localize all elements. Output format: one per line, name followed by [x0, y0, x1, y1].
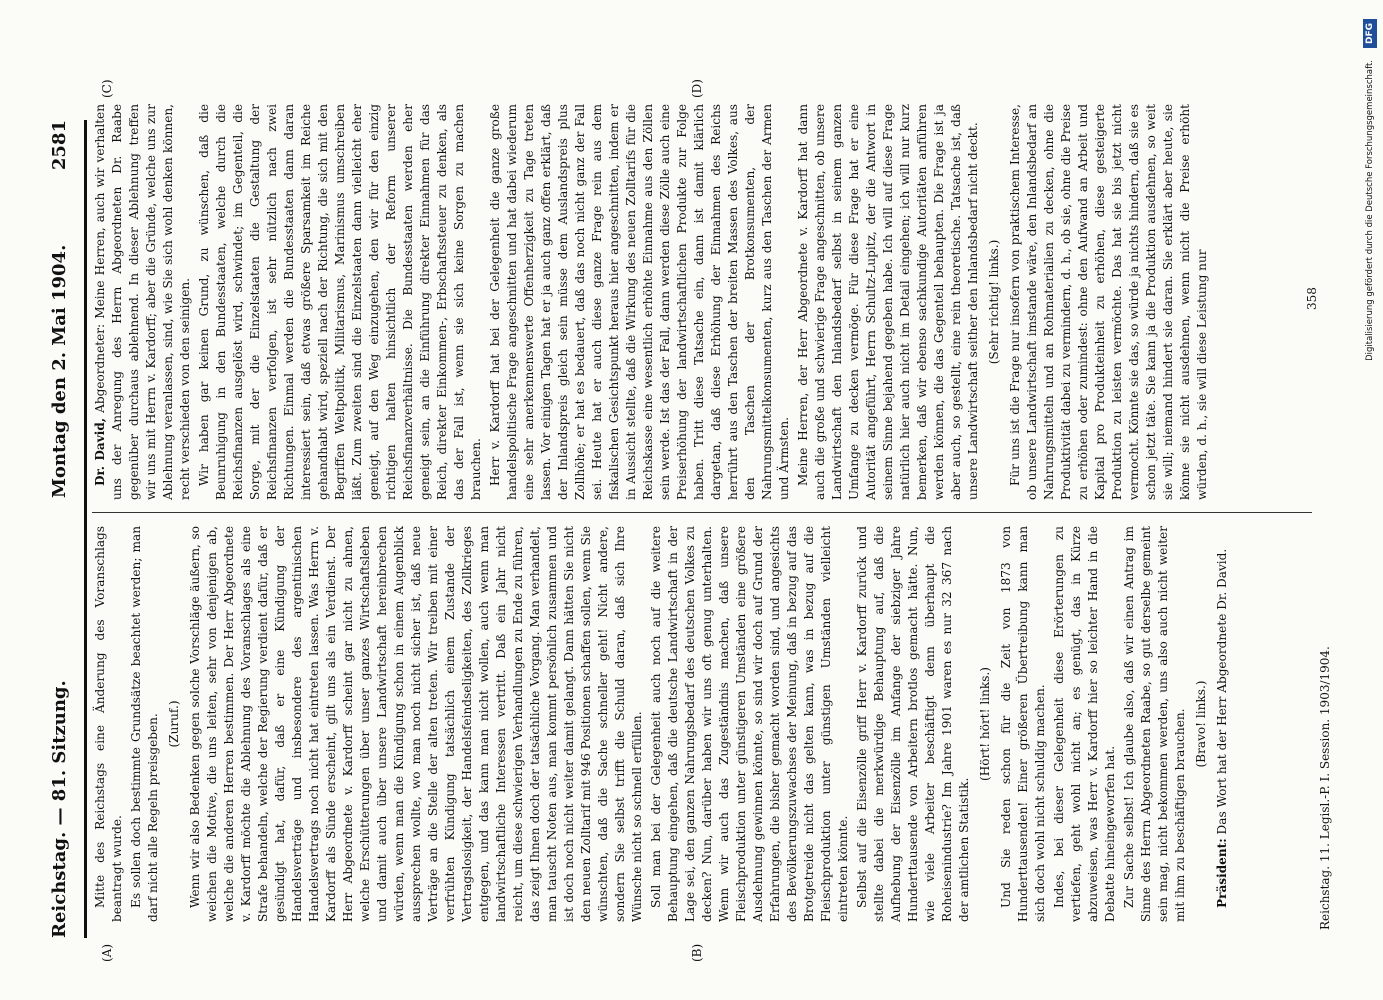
margin-marker-b: (B) [690, 943, 704, 962]
interjection: (Hört! hört! links.) [978, 667, 992, 781]
header-date: Montag den 2. Mai 1904. [49, 244, 70, 498]
interjection: (Sehr richtig! links.) [987, 239, 1001, 365]
paragraph: Selbst auf die Eisenzölle griff Herr v. Kardorff zurück und stellte dabei die merkwürdige Behauptung auf, daß die Aufhebung der Eisenzölle im Anfange der siebziger Jahre Hunderttausende von Arbeitern brotlos gemacht hätte. Nun, wie viele Arbeiter beschäftigt denn überhaupt die Roheisenindustrie? Im Jahre 1901 waren es nur 32 367 nach der amtlichen Statistik. [855, 526, 971, 922]
speaker-paragraph [1214, 526, 1231, 922]
footer-signature: 358 [1305, 287, 1319, 310]
page-number: 2581 [49, 120, 70, 171]
margin-marker-d: (D) [690, 79, 704, 98]
paragraph: Wenn wir also Bedenken gegen solche Vorschläge äußern, so weichen die Motive, die uns leiten, sehr von denjenigen ab, welche die anderen Herren bestimmen. Der Herr Abgeordnete v. Kardorff möchte die Ablehnung des Voranschlages als eine Strafe behandeln, welche der Regierung verdient dafür, daß er gesündigt hat, dafür, daß er eine Kündigung der Handelsverträge und insbesondere des argentinischen Handelsvertrags noch nicht hat eintreten lassen. Was Herrn v. Kardorff als Sünde erscheint, gilt uns als ein Verdienst. Der Herr Abgeordnete v. Kardorff scheint gar nicht zu ahnen, welche Erschütterungen über unser ganzes Wirtschaftsleben und damit auch über unsere Landwirtschaft hereinbrechen würden, wenn man die Kündigung schon in einem Augenblick aussprechen wollte, wo man noch nicht sicher ist, daß neue Verträge an die Stelle der alten treten. Wir treiben mit einer verfrühten Kündigung tatsächlich einem Zustande der Vertragslosigkeit, der Handelsfeindseligkeiten, des Zollkrieges entgegen, und das kann man nicht wollen, auch wenn man landwirtschaftliche Interessen vertritt. Daß ein Jahr nicht reicht, um diese schwierigen Verhandlungen zu Ende zu führen, das zeigt Ihnen doch der tatsächliche Vorgang. Man verhandelt, man tauscht Noten aus, man kommt persönlich zusammen und ist doch noch nicht weiter damit gelangt. Dann hätten Sie nicht den neuen Zolltarif mit 946 Positionen schaffen sollen, wenn Sie wünschten, daß die Sache schneller geht! Nicht andere, sondern Sie selbst trifft die Schuld daran, daß sich Ihre Wünsche nicht so schnell erfüllen. [188, 526, 644, 922]
digitization-note: Digitalisierung gefördert durch die Deutsche Forschungsgemeinschaft. [1365, 60, 1375, 361]
paragraph: Mitte des Reichstags eine Änderung des Voranschlags beantragt wurde. [93, 526, 124, 922]
speech-text: Das Wort hat der Herr Abgeordnete Dr. David. [1215, 548, 1229, 839]
margin-marker-c: (C) [100, 79, 114, 98]
header-rule [84, 120, 87, 938]
speaker-name: Dr. David, [93, 417, 107, 486]
paragraph: Soll man bei der Gelegenheit auch noch auf die weitere Behauptung eingehen, daß die deutsche Landwirtschaft in der Lage sei, den ganzen Nahrungsbedarf des deutschen Volkes zu decken? Nun, darüber haben wir uns oft genug unterhalten. Wenn wir auch das Zugeständnis machen, daß unsere Fleischproduktion unter günstigeren Umständen eine größere Ausdehnung gewinnen könnte, so sind wir doch auf Grund der Erfahrungen, die bisher gemacht worden sind, und angesichts des Bevölkerungszuwachses der Meinung, daß in bezug auf das Brotgetreide nicht das gelten kann, was in bezug auf die Fleischproduktion unter günstigen Umständen vielleicht eintreten könnte. [649, 526, 850, 922]
right-column [92, 104, 1292, 500]
interjection: (Zuruf.) [167, 700, 181, 748]
left-column [92, 526, 1292, 922]
header-left: Reichstag. — 81. Sitzung. [49, 680, 70, 938]
speaker-paragraph [92, 104, 194, 500]
paragraph: Indes, bei dieser Gelegenheit diese Erörterungen zu vertiefen, geht wohl nicht an; es genügt, das in Kürze abzuweisen, was Herr v. Kardorff hier so leichter Hand in die Debatte hineingeworfen hat. [1052, 526, 1117, 922]
column-divider [92, 512, 1312, 513]
paragraph: Meine Herren, der Herr Abgeordnete v. Kardorff hat dann auch die große und schwierige Frage angeschnitten, ob unsere Landwirtschaft den Inlandsbedarf selbst in seinem ganzen Umfange zu decken vermöge. Für diese Frage hat er eine Autorität angeführt, Herrn Schultz-Lupitz, der die Antwort in seinem Sinne bejahend gegeben habe. Ich will auf diese Frage natürlich hier auch nicht im Detail eingehen; ich will nur kurz bemerken, daß wir ebenso sachkundige Autoritäten anführen werden können, die das Gegenteil behaupten. Die Frage ist ja aber auch, so gestellt, eine rein theoretische. Tatsache ist, daß unsere Landwirtschaft seither den Inlandsbedarf nicht deckt. [796, 104, 980, 500]
interjection: (Bravo! links.) [1194, 680, 1208, 768]
margin-marker-a: (A) [100, 943, 114, 962]
page-header [45, 120, 79, 938]
paragraph: Es sollen doch bestimmte Grundsätze beachtet werden; man darf nicht alle Regeln preisgeben. [129, 526, 160, 922]
paragraph: Herr v. Kardorff hat bei der Gelegenheit die ganze große handelspolitische Frage angeschnitten und hat dabei wiederum eine sehr anerkennenswerte Offenherzigkeit zu Tage treten lassen. Vor einigen Tagen hat er ja auch ganz offen erklärt, daß der Inlandspreis gleich sein müsse dem Auslandspreis plus Zollhöhe; er hat es bedauert, daß das noch nicht ganz der Fall sei. Heute hat er auch diese ganze Frage rein aus dem fiskalischen Gesichtspunkt heraus hier angeschnitten, indem er in Aussicht stellte, daß die Wirkung des neuen Zolltarifs für die Reichskasse eine wesentlich erhöhte Einnahme aus den Zöllen sein werde. Ist das der Fall, dann werden diese Zölle auch eine Preiserhöhung der landwirtschaftlichen Produkte zur Folge haben. Tritt diese Tatsache ein, dann ist damit klärlich dargetan, daß diese Erhöhung der Einnahmen des Reichs herrührt aus den Taschen der breiten Massen des Volkes, aus den Taschen der Brotkonsumenten, der Nahrungsmittelkonsumenten, kurz aus den Taschen der Armen und Ärmsten. [488, 104, 791, 500]
paragraph: Für uns ist die Frage nur insofern von praktischem Interesse, ob unsere Landwirtschaft imstande wäre, den Inlandsbedarf an Nahrungsmitteln und an Rohmaterialien zu decken, ohne die Produktivität dabei zu vermindern, d. h., ob sie, ohne die Preise zu erhöhen oder zumindest: ohne den Aufwand an Arbeit und Kapital pro Produkteinheit zu erhöhen, diese gesteigerte Produktion zu leisten vermöchte. Das hat sie bis jetzt nicht vermocht. Könnte sie das, so würde ja nichts hindern, daß sie es schon jetzt täte. Sie kann ja die Produktion ausdehnen, so weit sie will; niemand hindert sie daran. Sie erklärt aber heute, sie könne sie nicht ausdehnen, wenn nicht die Preise erhöht würden, d. h., sie will diese Leistung nur [1008, 104, 1209, 500]
paragraph: Und Sie reden schon für die Zeit von 1873 von Hunderttausenden! Einer größeren Übertreibung kann man sich doch wohl nicht schuldig machen. [999, 526, 1047, 922]
speaker-name: Präsident: [1215, 838, 1229, 908]
paragraph: Wir haben gar keinen Grund, zu wünschen, daß die Beunruhigung in den Bundesstaaten, welche durch die Reichsfinanzen ausgelöst wird, schwindet; im Gegenteil, die Sorge, mit der die Einzelstaaten die Gestaltung der Reichsfinanzen verfolgen, ist sehr nützlich nach zwei Richtungen. Einmal werden die Bundesstaaten dann daran interessiert sein, daß etwas größere Sparsamkeit im Reiche gehandhabt wird, speziell nach der Richtung, die sich mit den Begriffen Weltpolitik, Militarismus, Marinismus umschreiben läßt. Zum zweiten sind die Einzelstaaten dann vielleicht eher geneigt, auf den Weg einzugehen, den wir für den einzig richtigen halten hinsichtlich der Reform unserer Reichsfinanzverhältnisse. Die Bundesstaaten werden eher geneigt sein, an die Einführung direkter Einnahmen für das Reich, direkter Einkommen-, Erbschaftssteuer zu denken, als das der Fall ist, wenn sie sich keine Sorgen zu machen brauchen. [197, 104, 483, 500]
speech-text: Abgeordneter: Meine Herren, auch wir verhalten uns der Anregung des Herrn Abgeordneten Dr. Raabe gegenüber durchaus ablehnend. In dieser Ablehnung treffen wir uns mit Herrn v. Kardorff; aber die Gründe, welche uns zur Ablehnung veranlassen, sind, wie Sie sich wohl denken können, recht verschieden von den seinigen. [93, 104, 192, 500]
footer-session: Reichstag. 11. Legisl.-P. I. Session. 1903/1904. [1318, 646, 1332, 930]
dfg-logo: DFG [1363, 19, 1377, 48]
paragraph: Zur Sache selbst! Ich glaube also, daß wir einen Antrag im Sinne des Herrn Abgeordneten Raabe, so gut derselbe gemeint sein mag, nicht bekommen werden, uns also auch nicht weiter mit ihm zu beschäftigen brauchen. [1122, 526, 1187, 922]
